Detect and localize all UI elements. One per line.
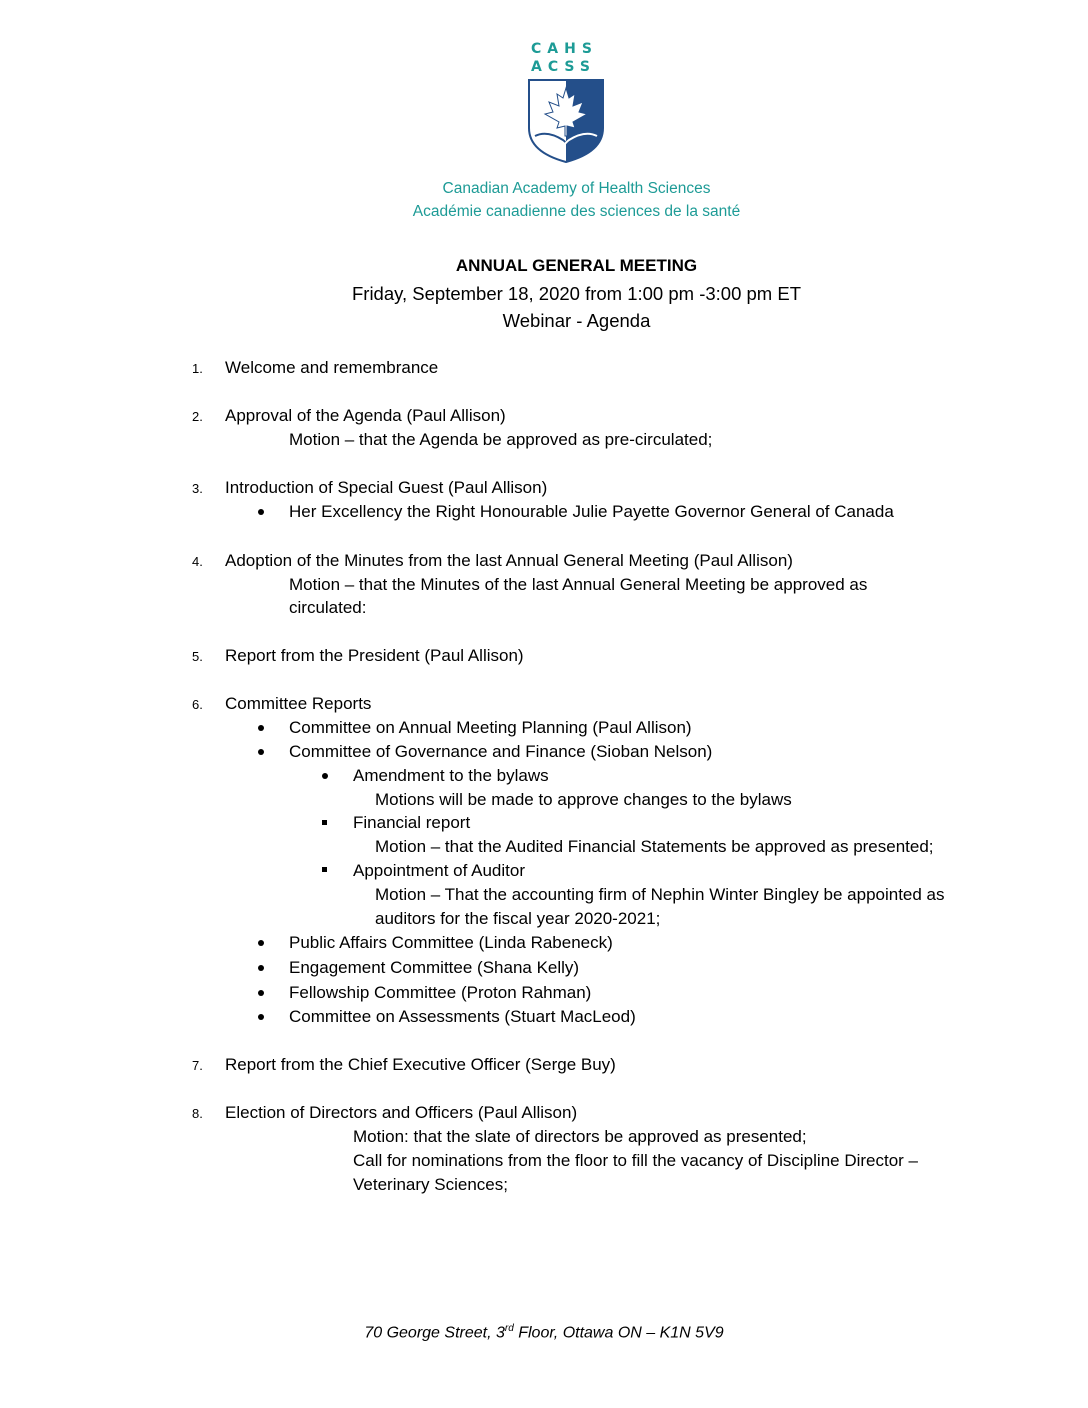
agenda-motion: Call for nominations from the floor to fill the vacancy of Discipline Director – <box>353 1151 919 1170</box>
footer-address-sup: rd <box>504 1323 514 1334</box>
logo-text-acss: ACSS <box>531 59 596 75</box>
bullet-icon <box>258 990 264 996</box>
meeting-date: Friday, September 18, 2020 from 1:00 pm -3:00 pm ET <box>351 283 801 304</box>
agenda-motion: Motion – that the Agenda be approved as pre-circulated; <box>289 430 713 449</box>
agenda-motion: auditors for the fiscal year 2020-2021; <box>375 909 661 928</box>
agenda-motion: Motions will be made to approve changes to the bylaws <box>375 790 792 809</box>
bullet-icon <box>258 965 264 971</box>
bullet-icon <box>258 940 264 946</box>
agenda-item-number: 1. <box>192 361 203 376</box>
agenda-item-number: 8. <box>192 1106 203 1121</box>
agenda-item-number: 4. <box>192 554 203 569</box>
agenda-sub-bullet: Financial report <box>353 813 471 832</box>
agenda-item-title: Adoption of the Minutes from the last Annual General Meeting (Paul Allison) <box>225 551 793 570</box>
agenda-bullet: Engagement Committee (Shana Kelly) <box>289 958 580 977</box>
meeting-subtitle: Webinar - Agenda <box>502 310 651 331</box>
agenda-bullet: Committee of Governance and Finance (Sioban Nelson) <box>289 742 713 761</box>
agenda-item-title: Report from the Chief Executive Officer (Serge Buy) <box>225 1055 616 1074</box>
agenda-sub-bullet: Amendment to the bylaws <box>353 766 549 785</box>
footer-address-part2: Floor, Ottawa ON – K1N 5V9 <box>513 1324 724 1342</box>
agenda-item-title: Introduction of Special Guest (Paul Allison) <box>225 478 548 497</box>
agenda-item-number: 6. <box>192 697 203 712</box>
agenda-item-title: Report from the President (Paul Allison) <box>225 646 524 665</box>
agenda-item-number: 7. <box>192 1058 203 1073</box>
shield-maple-leaf-icon <box>527 78 605 164</box>
agenda-item-title: Approval of the Agenda (Paul Allison) <box>225 406 506 425</box>
agenda-item-title: Welcome and remembrance <box>225 358 439 377</box>
agenda-item-number: 2. <box>192 409 203 424</box>
org-name-en: Canadian Academy of Health Sciences <box>442 180 711 197</box>
agenda-motion: Motion: that the slate of directors be approved as presented; <box>353 1127 807 1146</box>
agenda-item-title: Election of Directors and Officers (Paul Allison) <box>225 1103 578 1122</box>
bullet-icon <box>258 1014 264 1020</box>
agenda-item-title: Committee Reports <box>225 694 372 713</box>
org-name-fr: Académie canadienne des sciences de la santé <box>412 203 741 220</box>
agenda-motion: Motion – that the Minutes of the last Annual General Meeting be approved as <box>289 575 868 594</box>
footer-address-part1: 70 George Street, 3 <box>364 1324 505 1342</box>
agenda-item-number: 5. <box>192 649 203 664</box>
agenda-bullet: Committee on Assessments (Stuart MacLeod) <box>289 1007 636 1026</box>
agenda-motion: Motion – That the accounting firm of Nephin Winter Bingley be appointed as <box>375 885 945 904</box>
bullet-icon <box>322 773 328 779</box>
agenda-bullet: Public Affairs Committee (Linda Rabeneck) <box>289 933 613 952</box>
agenda-motion: Veterinary Sciences; <box>353 1175 508 1194</box>
agenda-motion: circulated: <box>289 598 367 617</box>
square-bullet-icon <box>322 820 327 825</box>
bullet-icon <box>258 725 264 731</box>
square-bullet-icon <box>322 867 327 872</box>
agenda-bullet: Fellowship Committee (Proton Rahman) <box>289 983 592 1002</box>
logo <box>527 42 605 162</box>
agenda-bullet: Her Excellency the Right Honourable Julie Payette Governor General of Canada <box>289 502 894 521</box>
footer-address <box>0 1323 1088 1342</box>
agenda-bullet: Committee on Annual Meeting Planning (Paul Allison) <box>289 718 692 737</box>
bullet-icon <box>258 749 264 755</box>
logo-text-cahs: CAHS <box>531 41 598 57</box>
agenda-sub-bullet: Appointment of Auditor <box>353 861 526 880</box>
bullet-icon <box>258 509 264 515</box>
agenda-item-number: 3. <box>192 481 203 496</box>
meeting-title: ANNUAL GENERAL MEETING <box>455 256 698 275</box>
agenda-motion: Motion – that the Audited Financial Statements be approved as presented; <box>375 837 934 856</box>
